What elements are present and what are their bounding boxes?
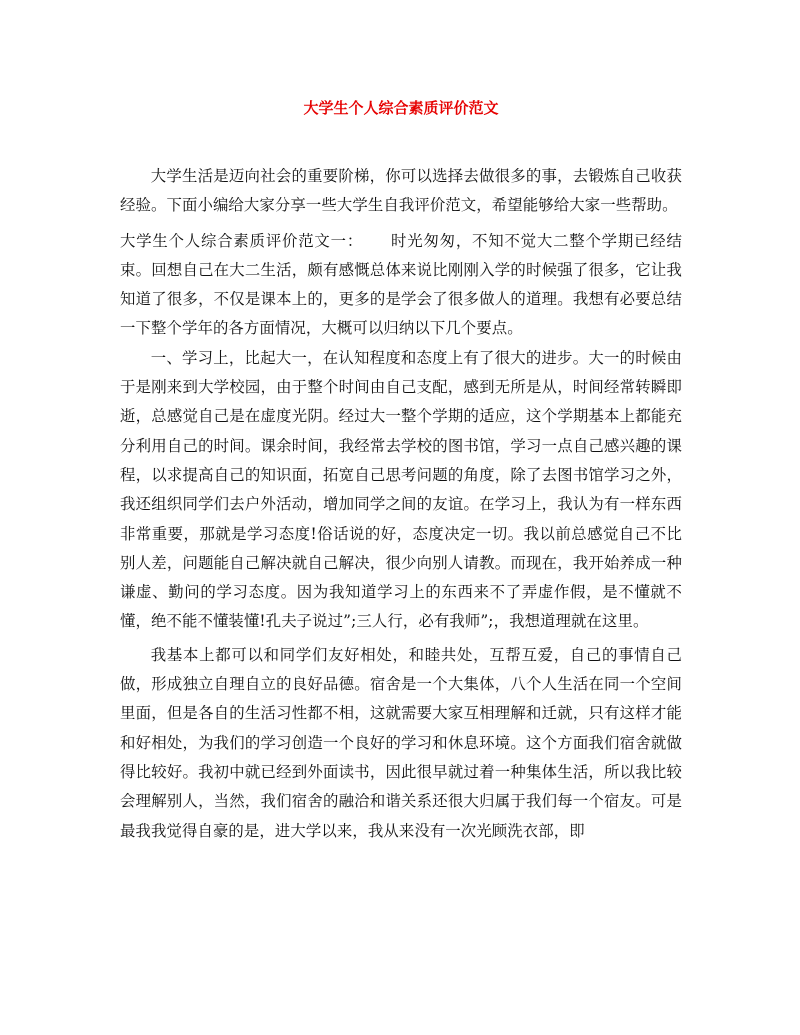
section-one-paragraph <box>120 227 682 344</box>
life-paragraph: 我基本上都可以和同学们友好相处，和睦共处，互帮互爱，自己的事情自己做，形成独立自理自立的良好品德。宿舍是一个大集体，八个人生活在同一个空间里面，但是各自的生活习性都不相，这就需要大家互相理解和迁就，只有这样才能和好相处，为我们的学习创造一个良好的学习和休息环境。这个方面我们宿舍就做得比较好。我初中就已经到外面读书，因此很早就过着一种集体生活，所以我比较会理解别人，当然，我们宿舍的融洽和谐关系还很大归属于我们每一个宿友。可是最我我觉得自豪的是，进大学以来，我从来没有一次光顾洗衣部，即 <box>120 645 682 840</box>
section-label: 大学生个人综合素质评价范文一： <box>120 231 364 250</box>
section-text: 时光匆匆，不知不觉大二整个学期已经结束。回想自己在大二生活，颇有感慨总体来说比刚刚入学的时候强了很多，它让我知道了很多，不仅是课本上的，更多的是学会了很多做人的道理。我想有必要总结一下整个学年的各方面情况，大概可以归纳以下几个要点。 <box>120 231 682 338</box>
document-body <box>120 162 682 846</box>
intro-paragraph: 大学生活是迈向社会的重要阶梯，你可以选择去做很多的事，去锻炼自己收获经验。下面小编给大家分享一些大学生自我评价范文，希望能够给大家一些帮助。 <box>120 167 682 215</box>
study-paragraph: 一、学习上，比起大一，在认知程度和态度上有了很大的进步。大一的时候由于是刚来到大学校园，由于整个时间由自己支配，感到无所是从，时间经常转瞬即逝，总感觉自己是在虚度光阴。经过大一整个学期的适应，这个学期基本上都能充分利用自己的时间。课余时间，我经常去学校的图书馆，学习一点自己感兴趣的课程，以求提高自己的知识面，拓宽自己思考问题的角度，除了去图书馆学习之外，我还组织同学们去户外活动，增加同学之间的友谊。在学习上，我认为有一样东西非常重要，那就是学习态度!俗话说的好，态度决定一切。我以前总感觉自己不比别人差，问题能自己解决就自己解决，很少向别人请教。而现在，我开始养成一种谦虚、勤问的学习态度。因为我知道学习上的东西来不了弄虚作假，是不懂就不懂，绝不能不懂装懂!孔夫子说过”;三人行，必有我师”;，我想道理就在这里。 <box>120 348 682 631</box>
document-title: 大学生个人综合素质评价范文 <box>303 99 499 117</box>
